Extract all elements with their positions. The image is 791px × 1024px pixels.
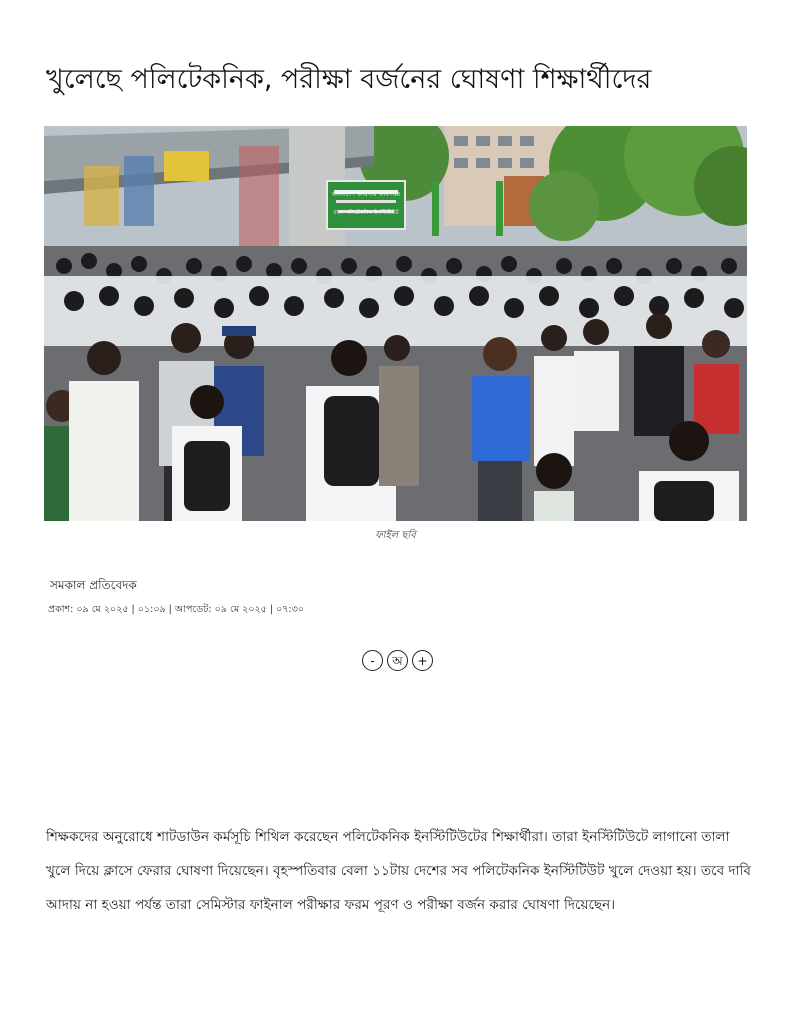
font-decrease-button[interactable]: -	[362, 650, 383, 671]
article-body: শিক্ষকদের অনুরোধে শাটডাউন কর্মসূচি শিথিল করেছেন পলিটেকনিক ইনস্টিটিউটের শিক্ষার্থীরা। তারা ইনস্টিটিউটে লাগানো তালা খুলে দিয়ে ক্লাসে ফেরার ঘোষণা দিয়েছেন। বৃহস্পতিবার বেলা ১১টায় দেশের সব পলিটেকনিক ইনস্টিটিউট খুলে দেওয়া হয়। তবে দাবি আদায় না হওয়া পর্যন্ত তারা সেমিস্টার ফাইনাল পরীক্ষার ফরম পূরণ ও পরীক্ষা বর্জন করার ঘোষণা দিয়েছেন।	[46, 829, 751, 913]
font-increase-button[interactable]: +	[412, 650, 433, 671]
font-size-controls	[362, 650, 433, 671]
photo-sign-line1: বাংলাদেশ কারিগরি অধিদপ্তর	[331, 191, 401, 198]
photo-sign-line2: ঢাকা পলিটেকনিক ইনস্টিটিউট	[333, 210, 399, 216]
article-photo	[44, 126, 747, 521]
article-author[interactable]: সমকাল প্রতিবেদক	[50, 578, 137, 592]
photo-caption: ফাইল ছবি	[375, 530, 416, 541]
publish-update-dates: প্রকাশ: ০৯ মে ২০২৫ | ০১:০৯ | আপডেট: ০৯ মে ২০২৫ | ০৭:৩০	[48, 604, 304, 615]
article-headline: খুলেছে পলিটেকনিক, পরীক্ষা বর্জনের ঘোষণা শিক্ষার্থীদের	[46, 64, 652, 95]
font-reset-button[interactable]: অ	[387, 650, 408, 671]
